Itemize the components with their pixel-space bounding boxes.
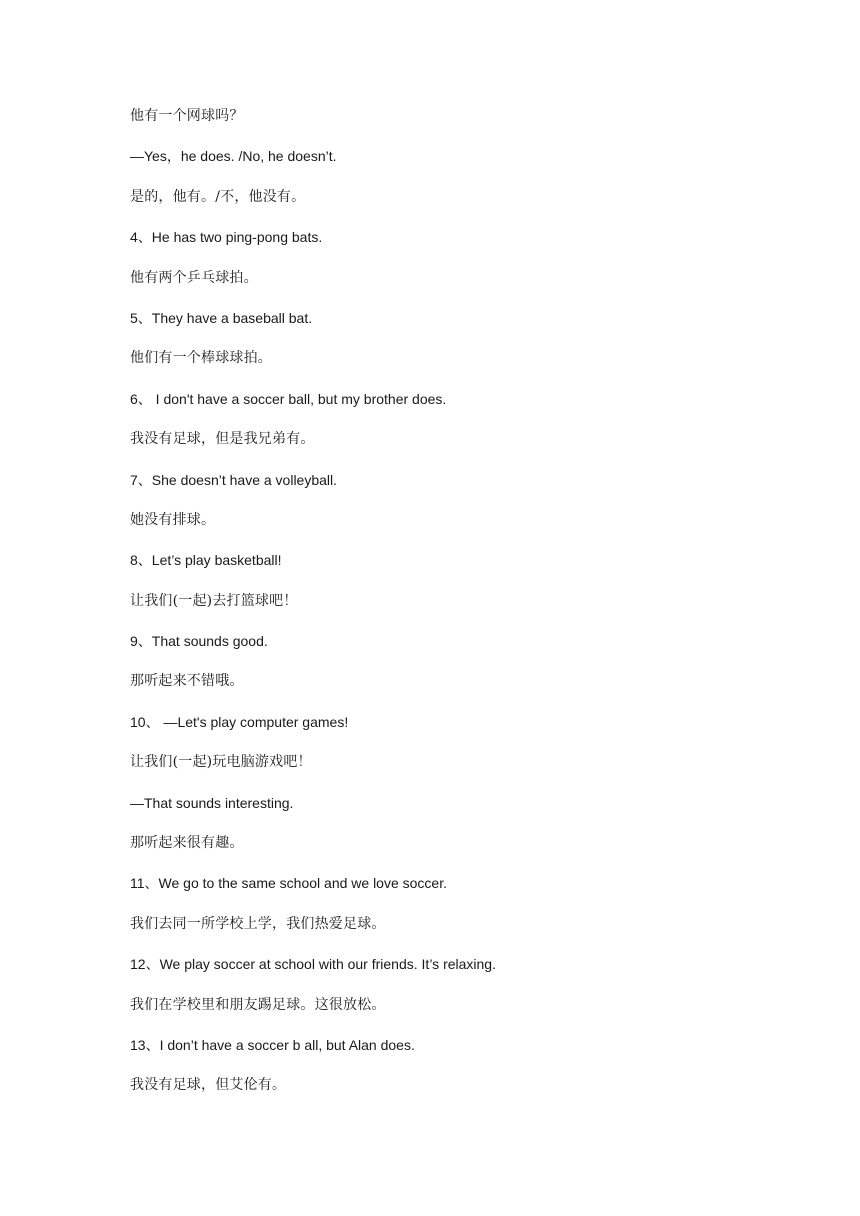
text-line: 我们在学校里和朋友踢足球。这很放松。 bbox=[130, 996, 386, 1013]
text-line: 他们有一个棒球球拍。 bbox=[130, 350, 272, 367]
text-line: 是的，他有。/不，他没有。 bbox=[130, 188, 306, 205]
text-line: 12、We play soccer at school with our friends. It’s relaxing. bbox=[130, 956, 496, 973]
text-line: 他有一个网球吗？ bbox=[130, 108, 244, 124]
text-line: 她没有排球。 bbox=[130, 511, 216, 528]
text-line: —That sounds interesting. bbox=[130, 794, 294, 811]
text-line: 我没有足球，但艾伦有。 bbox=[130, 1077, 287, 1094]
text-line: 7、She doesn’t have a volleyball. bbox=[130, 471, 338, 488]
text-line: 9、That sounds good. bbox=[130, 633, 268, 650]
text-line: 8、Let’s play basketball! bbox=[130, 552, 282, 569]
document-body bbox=[130, 106, 770, 1116]
text-line: 让我们(一起)玩电脑游戏吧！ bbox=[130, 754, 312, 771]
text-line: 那听起来很有趣。 bbox=[130, 835, 244, 852]
text-line: 我没有足球，但是我兄弟有。 bbox=[130, 431, 315, 448]
text-line: 5、They have a baseball bat. bbox=[130, 309, 313, 326]
text-line: 10、 —Let's play computer games! bbox=[130, 713, 349, 730]
text-line: 11、We go to the same school and we love soccer. bbox=[130, 875, 447, 892]
text-line: 13、I don’t have a soccer b all, but Alan does. bbox=[130, 1036, 415, 1053]
text-line: —Yes，he does. /No, he doesn’t. bbox=[130, 148, 337, 165]
text-line: 让我们(一起)去打篮球吧！ bbox=[130, 592, 298, 609]
text-line: 6、 I don't have a soccer ball, but my brother does. bbox=[130, 390, 447, 407]
text-line: 我们去同一所学校上学，我们热爱足球。 bbox=[130, 915, 386, 932]
text-line: 他有两个乒乓球拍。 bbox=[130, 269, 258, 286]
text-line: 那听起来不错哦。 bbox=[130, 673, 244, 690]
text-line: 4、He has two ping-pong bats. bbox=[130, 229, 323, 246]
